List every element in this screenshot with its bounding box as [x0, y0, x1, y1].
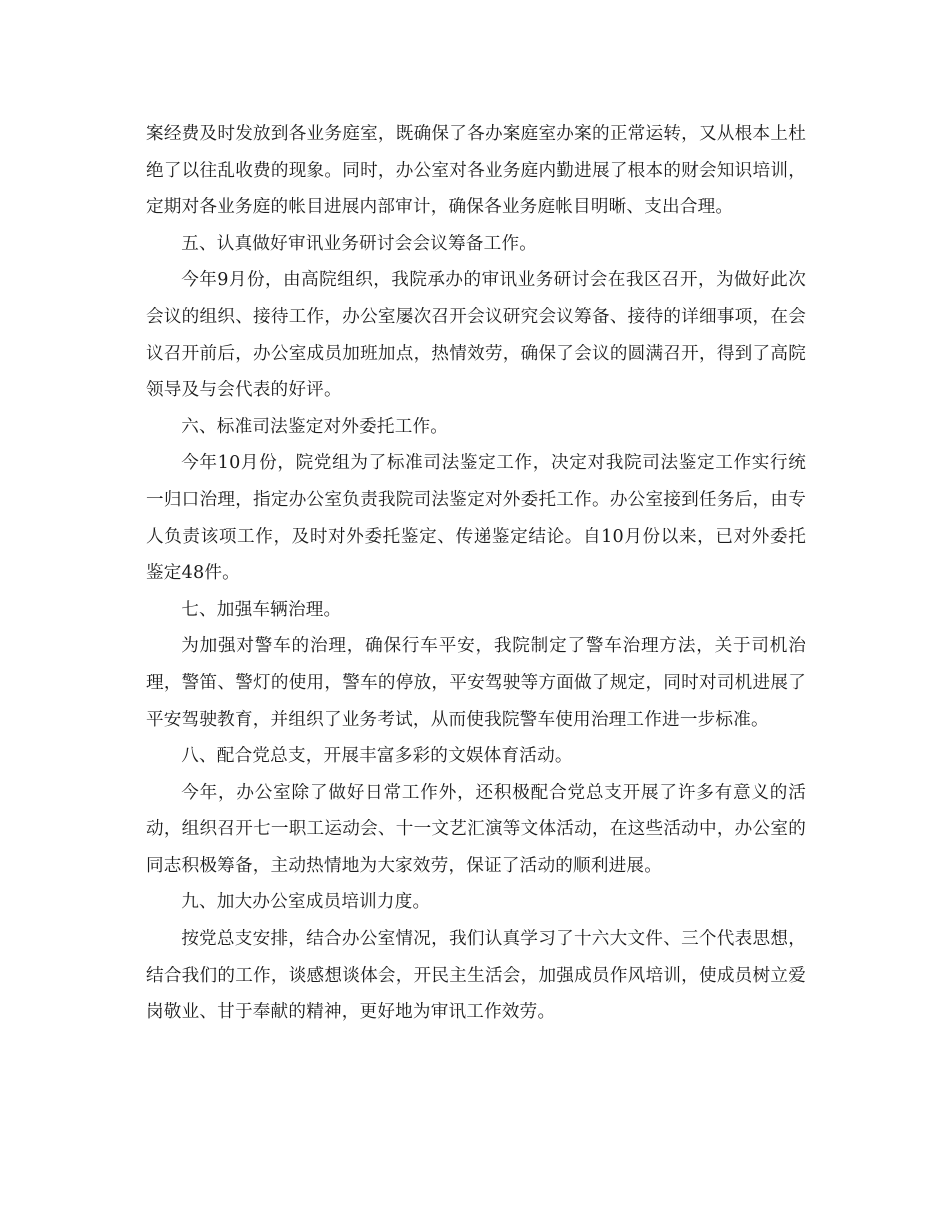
section-heading-8: 八、配合党总支，开展丰富多彩的文娱体育活动。 — [181, 746, 573, 767]
paragraph-vehicle-management: 为加强对警车的治理，确保行车平安，我院制定了警车治理方法，关于司机治理，警笛、警灯的使用，警车的停放，平安驾驶等方面做了规定，同时对司机进展了平安驾驶教育，并组织了业务考试，从而使我院警车使用治理工作进一步标准。 — [146, 636, 806, 730]
document-body — [146, 116, 806, 1031]
paragraph-seminar: 今年9月份，由高院组织，我院承办的审讯业务研讨会在我区召开，为做好此次会议的组织、接待工作，办公室屡次召开会议研究会议筹备、接待的详细事项，在会议召开前后，办公室成员加班加点，热情效劳，确保了会议的圆满召开，得到了高院领导及与会代表的好评。 — [146, 270, 806, 401]
paragraph-staff-training: 按党总支安排，结合办公室情况，我们认真学习了十六大文件、三个代表思想，结合我们的工作，谈感想谈体会，开民主生活会，加强成员作风培训，使成员树立爱岗敬业、甘于奉献的精神，更好地为审讯工作效劳。 — [146, 929, 806, 1023]
section-heading-5: 五、认真做好审讯业务研讨会会议筹备工作。 — [181, 233, 538, 254]
paragraph-continued-funding: 案经费及时发放到各业务庭室，既确保了各办案庭室办案的正常运转，又从根本上杜绝了以往乱收费的现象。同时，办公室对各业务庭内勤进展了根本的财会知识培训，定期对各业务庭的帐目进展内部审计，确保各业务庭帐目明晰、支出合理。 — [146, 124, 806, 218]
section-heading-7: 七、加强车辆治理。 — [181, 599, 342, 620]
section-heading-9: 九、加大办公室成员培训力度。 — [181, 892, 431, 913]
section-heading-6: 六、标准司法鉴定对外委托工作。 — [181, 416, 449, 437]
paragraph-cultural-activities: 今年，办公室除了做好日常工作外，还积极配合党总支开展了许多有意义的活动，组织召开七一职工运动会、十一文艺汇演等文体活动，在这些活动中，办公室的同志积极筹备，主动热情地为大家效劳，保证了活动的顺利进展。 — [146, 782, 806, 876]
paragraph-judicial-appraisal: 今年10月份，院党组为了标准司法鉴定工作，决定对我院司法鉴定工作实行统一归口治理，指定办公室负责我院司法鉴定对外委托工作。办公室接到任务后，由专人负责该项工作，及时对外委托鉴定、传递鉴定结论。自10月份以来，已对外委托鉴定48件。 — [146, 453, 806, 584]
